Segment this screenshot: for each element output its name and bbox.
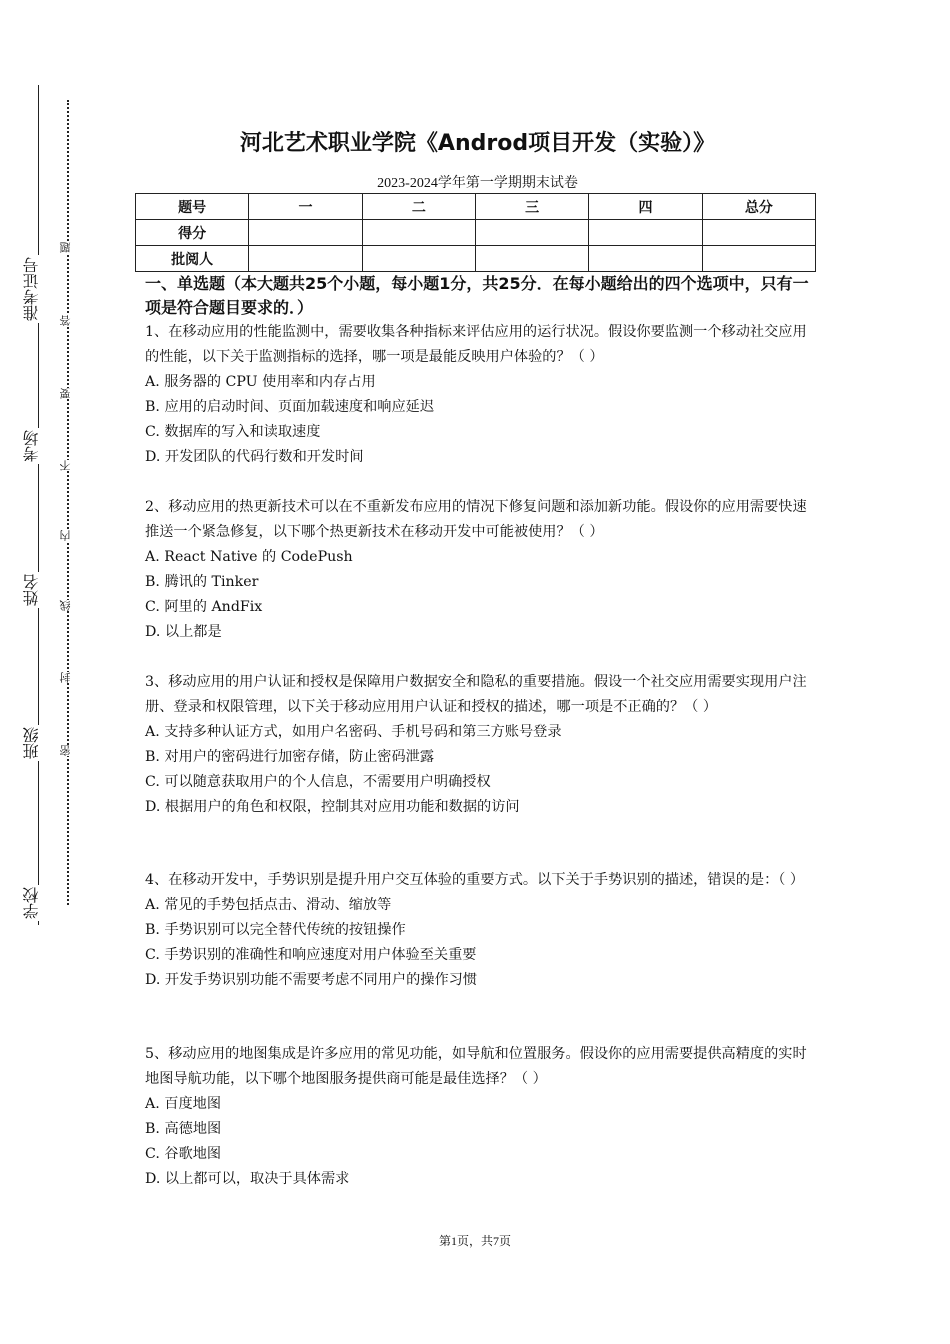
- grader-row-label: 批阅人: [136, 246, 249, 272]
- option-d: D. 以上都可以，取决于具体需求: [145, 1171, 350, 1187]
- option-b: B. 高德地图: [145, 1121, 222, 1137]
- score-cell[interactable]: [475, 220, 588, 246]
- option-b: B. 腾讯的 Tinker: [145, 574, 259, 590]
- score-table: [135, 193, 816, 272]
- seal-word: 线: [60, 600, 76, 611]
- option-b: B. 应用的启动时间、页面加载速度和响应延迟: [145, 399, 435, 415]
- question-4: [145, 868, 810, 993]
- score-header-cell: 四: [589, 194, 702, 220]
- option-c: C. 数据库的写入和读取速度: [145, 424, 321, 440]
- exam-title: 河北艺术职业学院《Androd项目开发（实验）》: [239, 131, 716, 156]
- option-b: B. 对用户的密码进行加密存储，防止密码泄露: [145, 749, 435, 765]
- grader-cell[interactable]: [249, 246, 362, 272]
- seal-word: 不: [60, 460, 76, 471]
- class-label: 班级: [24, 725, 46, 761]
- seal-word: 要: [60, 388, 76, 399]
- question-5: [145, 1042, 810, 1192]
- option-c: C. 可以随意获取用户的个人信息，不需要用户明确授权: [145, 774, 491, 790]
- grader-cell[interactable]: [362, 246, 475, 272]
- score-cell[interactable]: [702, 220, 815, 246]
- score-header-cell: 一: [249, 194, 362, 220]
- seal-word: 答: [60, 315, 76, 326]
- option-a: A. 支持多种认证方式，如用户名密码、手机号码和第三方账号登录: [145, 724, 562, 740]
- question-stem: 1、在移动应用的性能监测中，需要收集各种指标来评估应用的运行状况。假设你要监测一个移动社交应用的性能，以下关于监测指标的选择，哪一项是最能反映用户体验的？（ ）: [145, 324, 807, 365]
- seal-word: 封: [60, 672, 76, 683]
- seal-dotted-line: [67, 100, 69, 905]
- question-stem: 2、移动应用的热更新技术可以在不重新发布应用的情况下修复问题和添加新功能。假设你的应用需要快速推送一个紧急修复，以下哪个热更新技术在移动开发中可能被使用？（ ）: [145, 499, 807, 540]
- question-stem: 3、移动应用的用户认证和授权是保障用户数据安全和隐私的重要措施。假设一个社交应用需要实现用户注册、登录和权限管理，以下关于移动应用用户认证和授权的描述，哪一项是不正确的？（ ）: [145, 674, 807, 715]
- score-table-header-row: [136, 194, 816, 220]
- exam-number-label: 准考证号: [24, 255, 46, 323]
- page-footer: 第1页，共7页: [438, 1234, 511, 1248]
- score-row: [136, 220, 816, 246]
- school-label: 学校: [24, 885, 46, 921]
- score-header-cell: 二: [362, 194, 475, 220]
- question-1: [145, 320, 810, 470]
- exam-room-label: 考场: [24, 428, 46, 464]
- option-a: A. 百度地图: [145, 1096, 222, 1112]
- option-c: C. 手势识别的准确性和响应速度对用户体验至关重要: [145, 947, 477, 963]
- option-a: A. 服务器的 CPU 使用率和内存占用: [145, 374, 376, 390]
- binding-margin: [0, 0, 100, 1000]
- section-heading: 一、单选题（本大题共25个小题，每小题1分，共25分．在每小题给出的四个选项中，只有一项是符合题目要求的．）: [145, 274, 809, 317]
- score-header-cell: 三: [475, 194, 588, 220]
- grader-cell[interactable]: [589, 246, 702, 272]
- binding-line: [38, 85, 39, 925]
- score-cell[interactable]: [589, 220, 702, 246]
- seal-word: 内: [60, 530, 76, 541]
- grader-row: [136, 246, 816, 272]
- question-2: [145, 495, 810, 645]
- option-b: B. 手势识别可以完全替代传统的按钮操作: [145, 922, 406, 938]
- option-d: D. 根据用户的角色和权限，控制其对应用功能和数据的访问: [145, 799, 520, 815]
- option-d: D. 开发团队的代码行数和开发时间: [145, 449, 364, 465]
- question-stem: 5、移动应用的地图集成是许多应用的常见功能，如导航和位置服务。假设你的应用需要提供高精度的实时地图导航功能，以下哪个地图服务提供商可能是最佳选择？（ ）: [145, 1046, 807, 1087]
- score-cell[interactable]: [362, 220, 475, 246]
- option-d: D. 开发手势识别功能不需要考虑不同用户的操作习惯: [145, 972, 478, 988]
- score-header-cell: 题号: [136, 194, 249, 220]
- question-3: [145, 670, 810, 820]
- option-d: D. 以上都是: [145, 624, 222, 640]
- option-c: C. 谷歌地图: [145, 1146, 222, 1162]
- score-row-label: 得分: [136, 220, 249, 246]
- score-header-cell: 总分: [702, 194, 815, 220]
- option-a: A. 常见的手势包括点击、滑动、缩放等: [145, 897, 392, 913]
- exam-subtitle: 2023-2024学年第一学期期末试卷: [377, 176, 578, 191]
- seal-word: 题: [60, 242, 76, 253]
- option-a: A. React Native 的 CodePush: [145, 549, 353, 565]
- grader-cell[interactable]: [475, 246, 588, 272]
- option-c: C. 阿里的 AndFix: [145, 599, 263, 615]
- student-name-label: 姓名: [24, 572, 46, 608]
- grader-cell[interactable]: [702, 246, 815, 272]
- score-cell[interactable]: [249, 220, 362, 246]
- question-stem: 4、在移动开发中，手势识别是提升用户交互体验的重要方式。以下关于手势识别的描述，错误的是：（ ）: [145, 872, 805, 888]
- seal-word: 密: [60, 745, 76, 756]
